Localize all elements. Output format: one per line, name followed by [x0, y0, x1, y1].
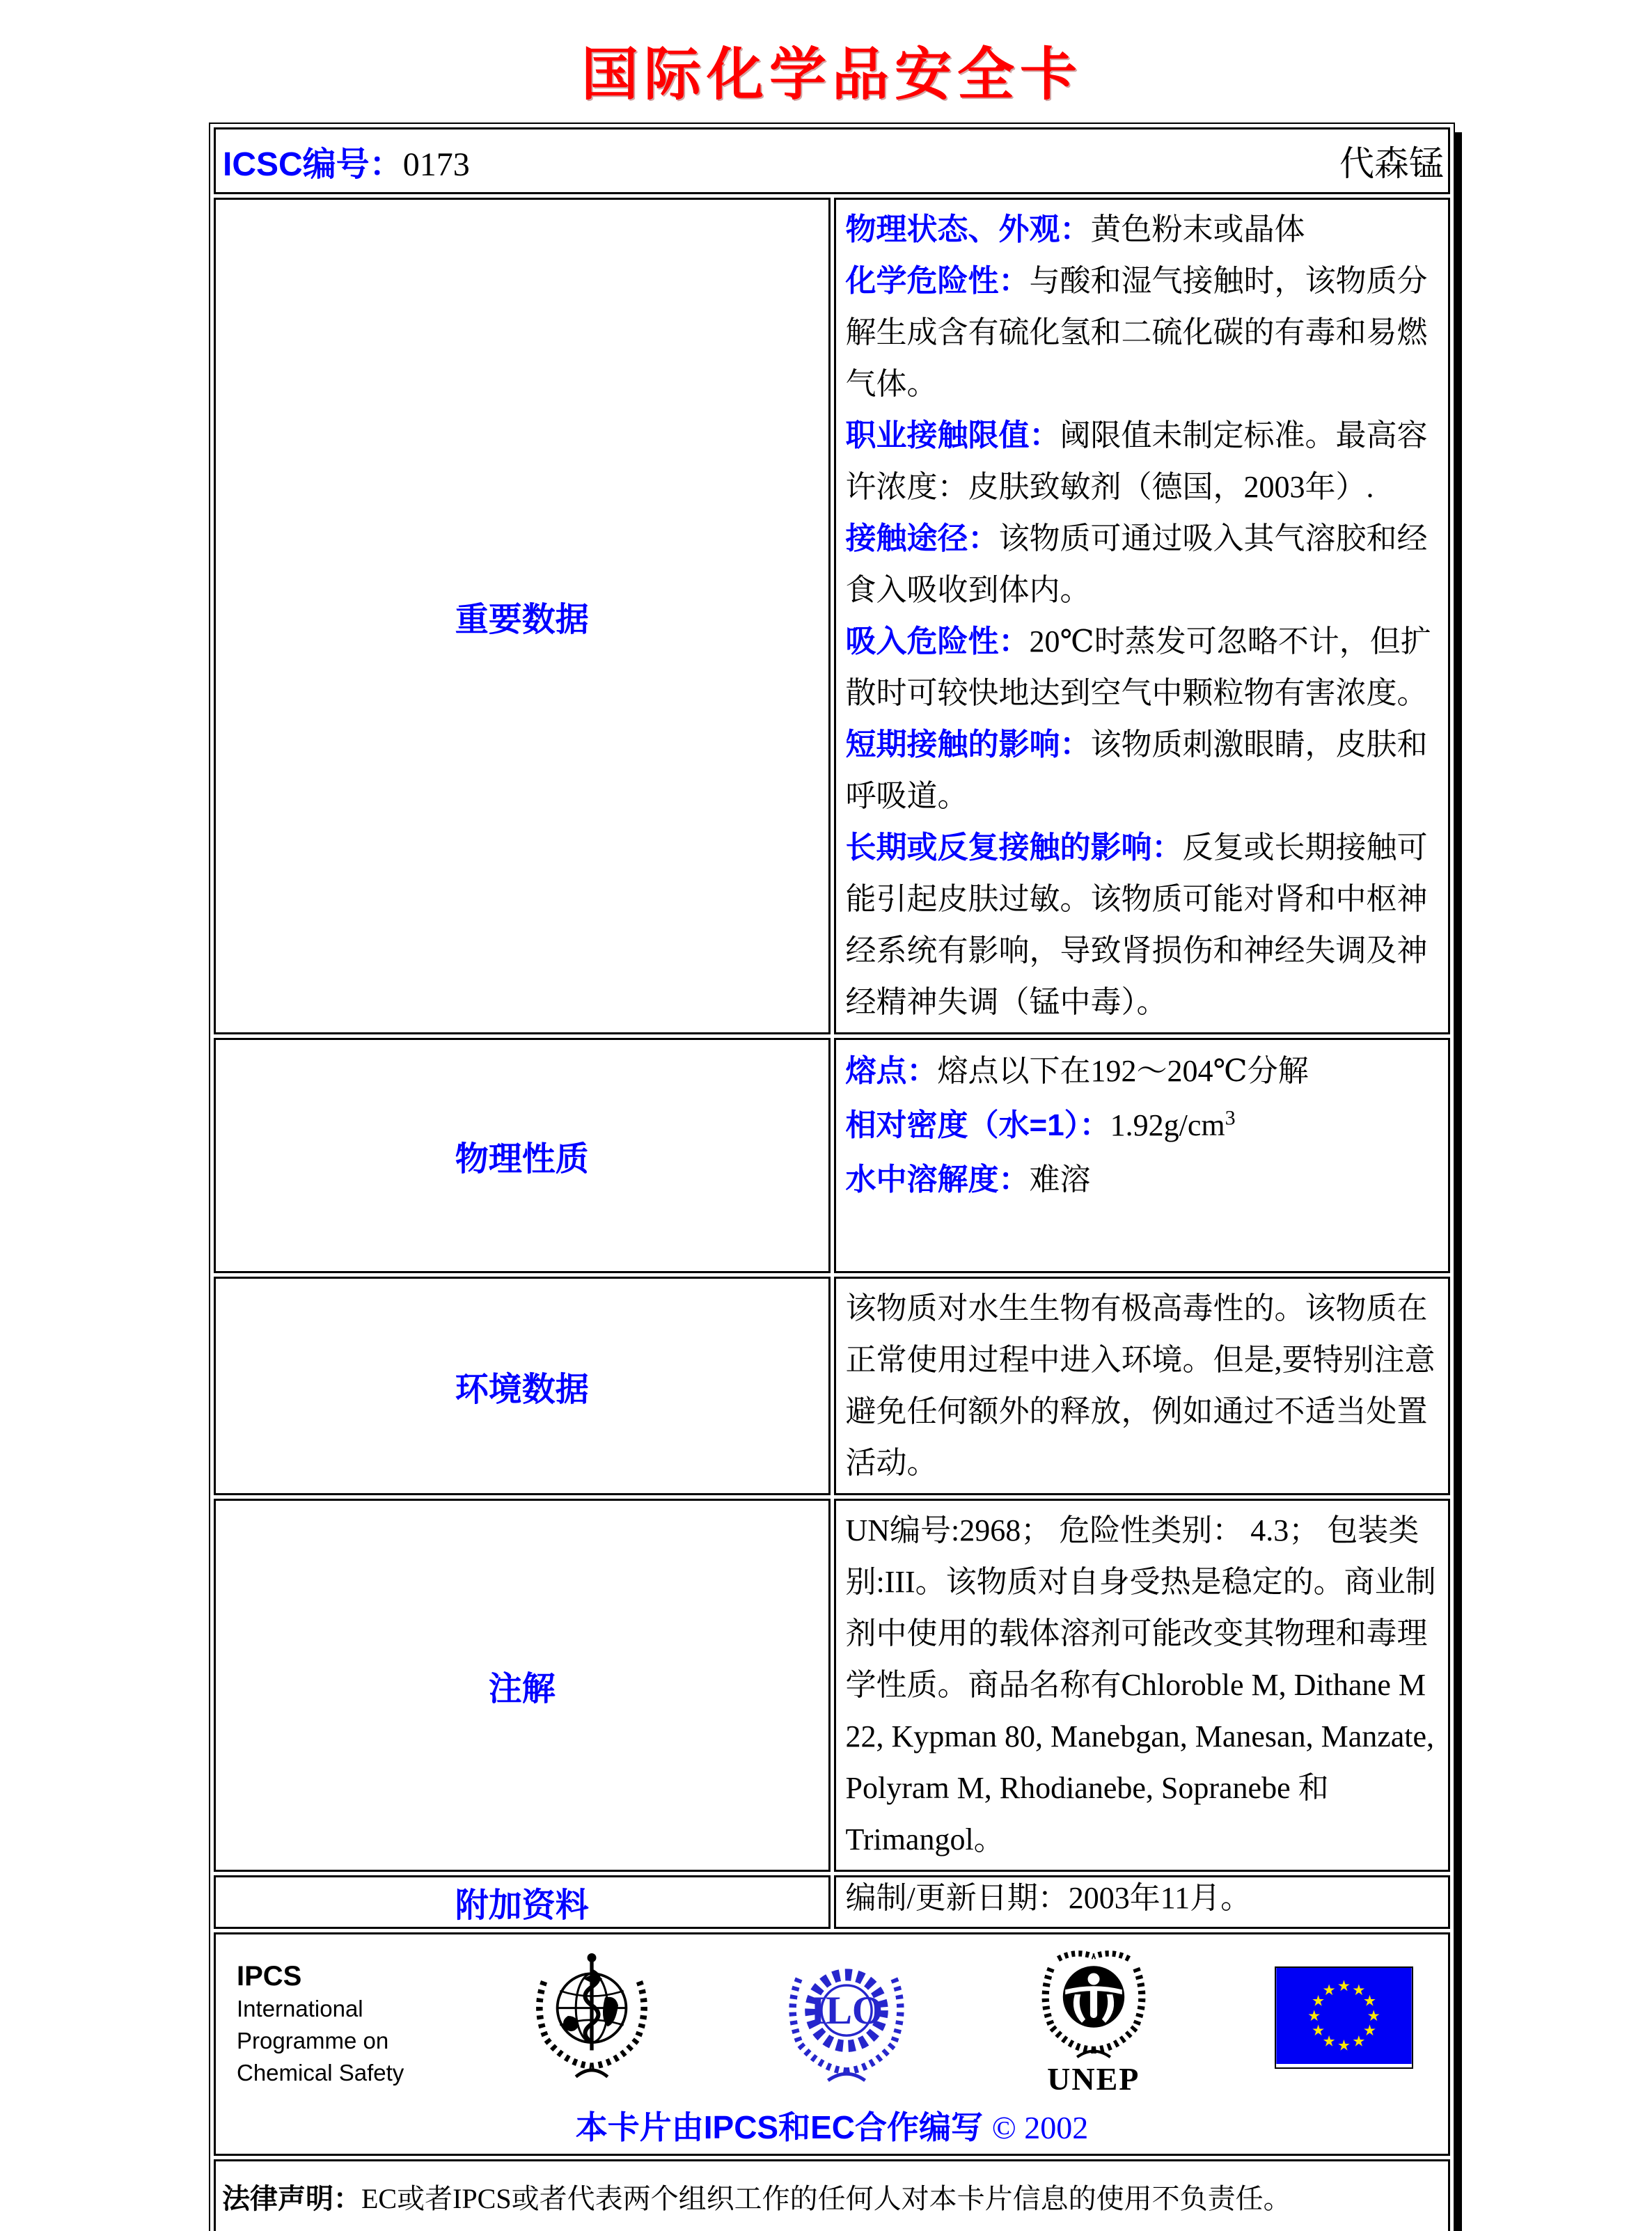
section-label-notes: 注解	[214, 1499, 831, 1872]
ipcs-line-2: Programme on	[237, 2028, 389, 2053]
ipcs-line-3: Chemical Safety	[237, 2060, 404, 2086]
section-label-environmental-data: 环境数据	[214, 1277, 831, 1495]
field-inhalation-risk	[846, 616, 1439, 719]
physical-properties-content	[846, 1044, 1439, 1207]
ipcs-line-1: International	[237, 1996, 363, 2021]
additional-info-content: 编制/更新日期：2003年11月。	[845, 1881, 1252, 1915]
important-data-row	[214, 198, 1450, 1034]
legal-text: EC或者IPCS或者代表两个组织工作的任何人对本卡片信息的使用不负责任。	[361, 2182, 1291, 2214]
copyright-text: © 2002	[991, 2110, 1089, 2145]
unep-wordmark: UNEP	[1047, 2061, 1140, 2097]
ipcs-text-block	[237, 1947, 404, 2089]
field-value: 1.92g/cm	[1110, 1108, 1225, 1142]
field-value: 反复或长期接触可能引起皮肤过敏。该物质可能对肾和中枢神经系统有影响，导致肾损伤和神经失调及神经精神失调（锰中毒）。	[845, 830, 1428, 1019]
svg-text:★: ★	[1322, 2033, 1336, 2051]
field-water-solubility	[846, 1153, 1439, 1207]
field-value: 熔点以下在192～204℃分解	[937, 1054, 1309, 1088]
field-label: 短期接触的影响：	[845, 727, 1091, 762]
eu-flag-icon	[1275, 1966, 1413, 2069]
icsc-number-label: ICSC编号：	[223, 145, 403, 183]
legal-statement	[217, 2177, 1447, 2216]
section-label-additional-info: 附加资料	[214, 1875, 831, 1929]
svg-text:★: ★	[1307, 2007, 1321, 2025]
environmental-data-row	[214, 1277, 1450, 1495]
field-value: 与酸和湿气接触时，该物质分解生成含有硫化氢和二硫化碳的有毒和易燃气体。	[845, 264, 1428, 401]
field-label: 化学危险性：	[845, 264, 1030, 298]
field-label: 熔点：	[845, 1054, 938, 1088]
notes-content: UN编号:2968； 危险性类别： 4.3； 包装类别:III。该物质对自身受热是稳定的。商业制剂中使用的载体溶剂可能改变其物理和毒理学性质。商品名称有Chloroble M, Dithane M 22, Kypman 80, Manebgan, Manesan, Manzate, Polyram M, Rhodianebe, Sopranebe 和 Trimangol。	[845, 1513, 1436, 1856]
field-label: 长期或反复接触的影响：	[845, 830, 1183, 865]
field-label: 吸入危险性：	[845, 624, 1030, 659]
field-label: 水中溶解度：	[845, 1162, 1030, 1197]
ilo-monogram: ILO	[810, 1989, 883, 2033]
field-value: 该物质可通过吸入其气溶胶和经食入吸收到体内。	[845, 521, 1428, 607]
field-long-term-effects	[846, 822, 1439, 1028]
svg-text:★: ★	[1337, 1978, 1351, 1996]
field-value: 黄色粉末或晶体	[1090, 212, 1305, 246]
field-value: 该物质刺激眼睛，皮肤和呼吸道。	[845, 727, 1428, 813]
field-label: 接触途径：	[845, 521, 999, 555]
legal-row	[214, 2159, 1450, 2231]
notes-row	[214, 1499, 1450, 1872]
icsc-number	[223, 137, 470, 185]
svg-text:★: ★	[1322, 1981, 1336, 1999]
svg-text:★: ★	[1337, 2037, 1351, 2055]
section-label-physical-properties: 物理性质	[214, 1038, 831, 1273]
legal-label: 法律声明：	[222, 2183, 361, 2214]
icsc-card-table	[209, 123, 1455, 2231]
field-value-superscript: 3	[1225, 1106, 1236, 1130]
field-relative-density	[846, 1098, 1439, 1153]
field-physical-state	[846, 204, 1439, 255]
field-label: 相对密度（水=1）：	[845, 1108, 1110, 1142]
chemical-name: 代森锰	[1339, 144, 1444, 183]
unep-logo-icon	[1035, 1947, 1153, 2095]
field-value: 阈限值未制定标准。最高容许浓度：皮肤致敏剂（德国，2003年）.	[845, 418, 1428, 504]
header-row	[214, 127, 1450, 194]
field-occupational-limit	[846, 410, 1439, 513]
svg-text:★: ★	[1367, 2007, 1380, 2025]
caption-text: 本卡片由IPCS和EC合作编写	[575, 2109, 984, 2145]
section-label-important-data: 重要数据	[214, 198, 831, 1034]
field-value: 20℃时蒸发可忽略不计，但扩散时可较快地达到空气中颗粒物有害浓度。	[845, 624, 1431, 710]
page-title: 国际化学品安全卡	[581, 43, 1083, 107]
svg-text:★: ★	[1362, 2022, 1376, 2040]
field-exposure-route	[846, 513, 1439, 616]
who-logo-icon	[526, 1947, 658, 2090]
field-label: 职业接触限值：	[845, 418, 1060, 452]
field-value: 难溶	[1029, 1162, 1091, 1197]
card-caption	[230, 2102, 1434, 2148]
important-data-content	[846, 204, 1439, 1028]
field-label: 物理状态、外观：	[845, 212, 1091, 246]
svg-text:★: ★	[1311, 2022, 1325, 2040]
svg-text:★: ★	[1362, 1992, 1376, 2010]
field-chemical-danger	[846, 255, 1439, 410]
physical-properties-row	[214, 1038, 1450, 1273]
environmental-data-content: 该物质对水生生物有极高毒性的。该物质在正常使用过程中进入环境。但是,要特别注意避免任何额外的释放，例如通过不适当处置活动。	[845, 1291, 1435, 1480]
icsc-number-value: 0173	[402, 145, 470, 183]
logos-row	[214, 1932, 1450, 2156]
field-melting-point	[846, 1044, 1439, 1098]
svg-text:★: ★	[1352, 2033, 1366, 2051]
ipcs-acronym: IPCS	[237, 1961, 302, 1992]
svg-text:★: ★	[1352, 1981, 1366, 1999]
svg-text:★: ★	[1311, 1992, 1325, 2010]
ilo-logo-icon	[780, 1947, 913, 2093]
field-short-term-effects	[846, 719, 1439, 822]
additional-info-row	[214, 1875, 1450, 1929]
